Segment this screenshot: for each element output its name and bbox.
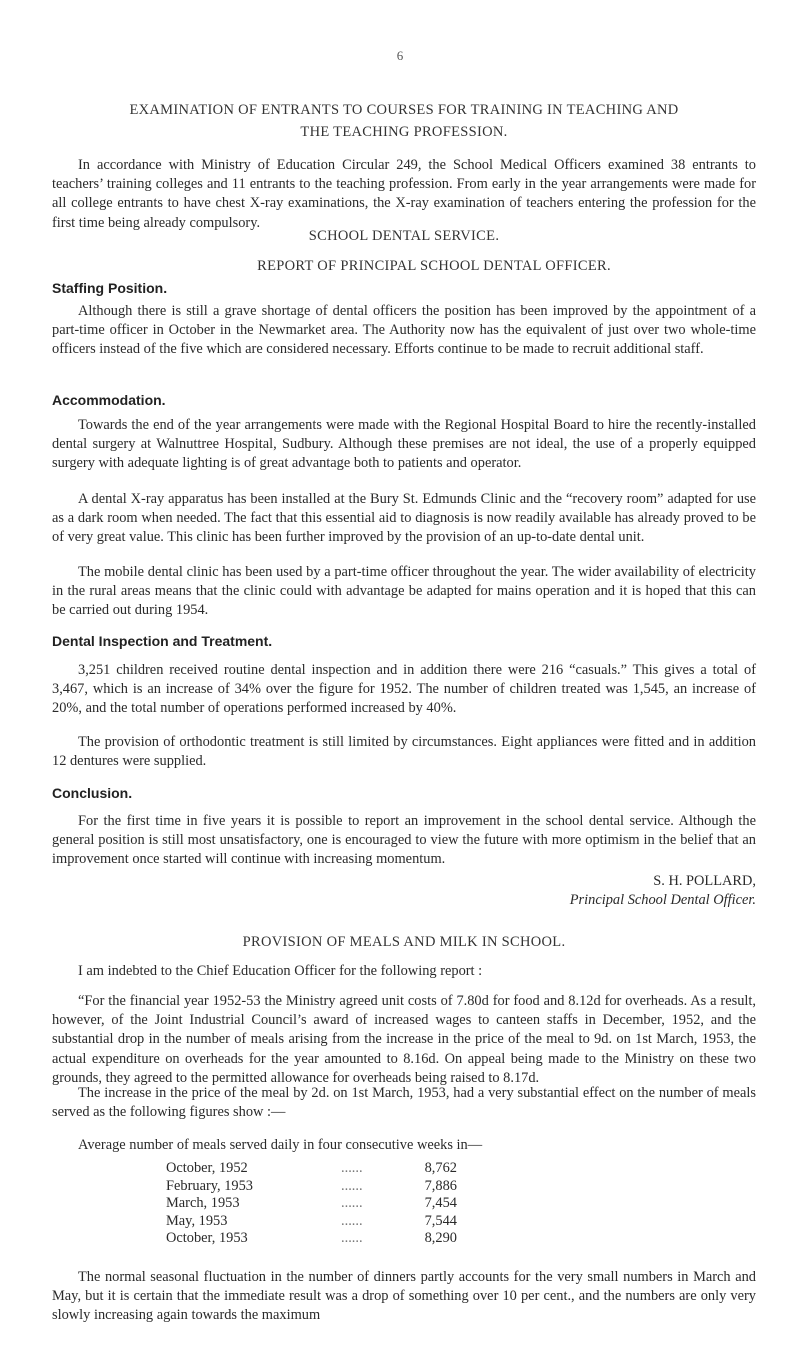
table-value: 7,454	[424, 1195, 457, 1211]
table-value: 8,762	[424, 1160, 457, 1176]
table-value: 7,544	[424, 1212, 457, 1229]
table-period: February, 1953	[166, 1177, 253, 1194]
table-row	[166, 1178, 800, 1196]
conclusion-paragraph: For the first time in five years it is possible to report an improvement in the school dental service. Although the general position is still most unsatisfactory, one is encouraged to view the future with more optimism in the belief that an improvement once started will continue with increasing momentum.	[52, 813, 756, 868]
exam-paragraph: In accordance with Ministry of Education Circular 249, the School Medical Officers examined 38 entrants to teachers’ training colleges and 11 entrants to the teaching profession. From early in the year arrangements were made for all college entrants to have chest X-ray examinations, the X-ray examination of teachers entering the profession for the first time being already compulsory.	[52, 157, 756, 231]
table-value: 7,886	[424, 1177, 457, 1194]
page-number: 6	[396, 48, 404, 63]
accommodation-paragraph-3: The mobile dental clinic has been used by a part-time officer throughout the year. The wider availability of electricity in the rural areas means that the clinic could with advantage be adapted for mains operation and it is hoped that this can be carried out during 1954.	[52, 564, 756, 619]
conclusion-heading: Conclusion.	[52, 785, 133, 801]
meals-paragraph-2: The increase in the price of the meal by 2d. on 1st March, 1953, had a very substantial effect on the number of meals served as the following figures show :—	[52, 1085, 756, 1121]
table-period: October, 1953	[166, 1230, 248, 1246]
table-leader: ......	[341, 1212, 363, 1229]
table-row	[166, 1230, 800, 1248]
table-leader: ......	[341, 1195, 363, 1211]
meals-title: PROVISION OF MEALS AND MILK IN SCHOOL.	[242, 934, 566, 950]
table-leader: ......	[341, 1177, 363, 1194]
table-value: 8,290	[424, 1230, 457, 1246]
accommodation-paragraph-1: Towards the end of the year arrangements were made with the Regional Hospital Board to hire the recently-installed dental surgery at Walnuttree Hospital, Sudbury. Although these premises are not ideal, the use of a properly equipped surgery with adequate lighting is of great advantage both to patients and operator.	[52, 417, 756, 472]
meals-intro: I am indebted to the Chief Education Officer for the following report :	[78, 963, 483, 979]
accommodation-heading: Accommodation.	[52, 392, 166, 408]
table-row	[166, 1195, 800, 1213]
table-intro: Average number of meals served daily in four consecutive weeks in—	[78, 1137, 483, 1153]
meals-paragraph-1: “For the financial year 1952-53 the Ministry agreed unit costs of 7.80d for food and 8.12d for overheads. As a result, however, of the Joint Industrial Council’s award of increased wages to canteen staffs in December, 1952, and the substantial drop in the number of meals arising from the increase in the price of the meal to 9d. on 1st March, 1953, the actual expenditure on overheads for the year amounted to 8.16d. On appeal being made to the Ministry on these two grounds, they agreed to the permitted allowance for overheads being raised to 8.17d.	[52, 993, 756, 1086]
meals-paragraph-3: The normal seasonal fluctuation in the number of dinners partly accounts for the very small numbers in March and May, but it is certain that the immediate result was a drop of something over 10 per cent., and the numbers are only very slowly increasing again towards the maximum	[52, 1269, 756, 1324]
inspection-paragraph-1: 3,251 children received routine dental inspection and in addition there were 216 “casuals.” This gives a total of 3,467, which is an increase of 34% over the figure for 1952. The number of children treated was 1,545, an increase of 20%, and the total number of operations performed increased by 40%.	[52, 662, 756, 717]
accommodation-paragraph-2: A dental X-ray apparatus has been installed at the Bury St. Edmunds Clinic and the “recovery room” adapted for use as a dark room when needed. The fact that this essential aid to diagnosis is now readily available has already proved to be of very great value. This clinic has been further improved by the provision of an up-to-date dental unit.	[52, 491, 756, 546]
table-leader: ......	[341, 1160, 363, 1176]
dental-title: SCHOOL DENTAL SERVICE.	[308, 228, 500, 244]
table-row	[166, 1213, 800, 1231]
dental-subtitle: REPORT OF PRINCIPAL SCHOOL DENTAL OFFICER.	[257, 258, 611, 274]
exam-title-line2: THE TEACHING PROFESSION.	[300, 124, 508, 140]
exam-title-line1: EXAMINATION OF ENTRANTS TO COURSES FOR TRAINING IN TEACHING AND	[129, 102, 679, 118]
table-period: March, 1953	[166, 1195, 240, 1211]
table-period: May, 1953	[166, 1212, 228, 1229]
table-leader: ......	[341, 1230, 363, 1246]
inspection-heading: Dental Inspection and Treatment.	[52, 633, 273, 649]
table-row	[166, 1160, 800, 1178]
inspection-paragraph-2: The provision of orthodontic treatment is still limited by circumstances. Eight appliances were fitted and in addition 12 dentures were supplied.	[52, 734, 756, 770]
table-period: October, 1952	[166, 1160, 248, 1176]
signature-block	[52, 872, 764, 910]
signature-name: S. H. POLLARD,	[653, 873, 756, 889]
staffing-paragraph: Although there is still a grave shortage of dental officers the position has been improved by the appointment of a part-time officer in October in the Newmarket area. The Authority now has the equivalent of just over two whole-time officers instead of the five which are considered necessary. Efforts continue to be made to recruit additional staff.	[52, 303, 756, 358]
staffing-heading: Staffing Position.	[52, 280, 168, 296]
meals-table	[166, 1160, 800, 1248]
signature-role: Principal School Dental Officer.	[569, 892, 756, 908]
